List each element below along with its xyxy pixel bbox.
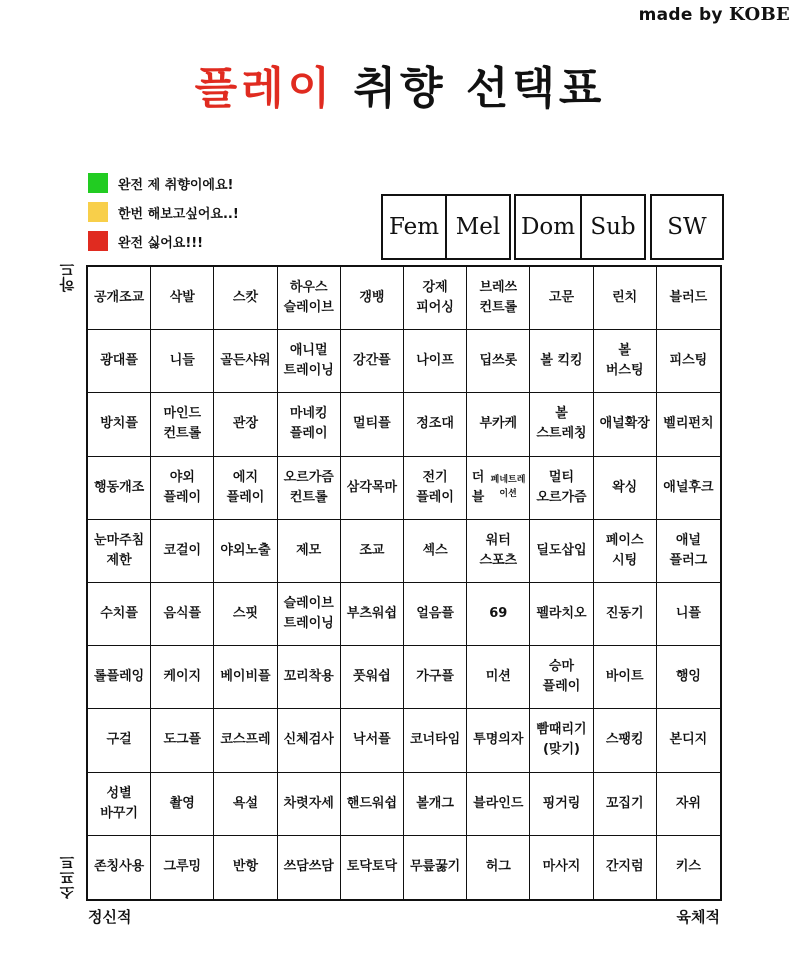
grid-cell[interactable]: 볼 스트레칭 — [530, 393, 593, 456]
grid-cell[interactable]: 관장 — [214, 393, 277, 456]
grid-cell[interactable]: 골든샤워 — [214, 330, 277, 393]
grid-cell[interactable]: 딜도삽입 — [530, 520, 593, 583]
grid-cell[interactable]: 워터 스포츠 — [467, 520, 530, 583]
grid-cell[interactable]: 공개조교 — [88, 267, 151, 330]
grid-cell[interactable]: 야외 플레이 — [151, 457, 214, 520]
grid-cell[interactable]: 눈마주침 제한 — [88, 520, 151, 583]
grid-cell[interactable]: 코스프레 — [214, 709, 277, 772]
legend — [88, 172, 239, 259]
role-box-sw — [650, 194, 724, 260]
grid-cell[interactable]: 투명의자 — [467, 709, 530, 772]
role-option-mel[interactable]: Mel — [445, 196, 509, 258]
legend-swatch-yellow — [88, 202, 108, 222]
axis-label-soft: 소프트 — [58, 855, 77, 900]
credit-text — [639, 4, 790, 25]
grid-cell[interactable]: 멀티플 — [341, 393, 404, 456]
grid-cell[interactable]: 조교 — [341, 520, 404, 583]
grid-cell[interactable]: 갱뱅 — [341, 267, 404, 330]
grid-cell[interactable]: 야외노출 — [214, 520, 277, 583]
grid-cell[interactable]: 펠라치오 — [530, 583, 593, 646]
grid-cell[interactable]: 딥쓰롯 — [467, 330, 530, 393]
grid-cell[interactable]: 존칭사용 — [88, 836, 151, 899]
grid-cell[interactable]: 허그 — [467, 836, 530, 899]
role-option-dom[interactable]: Dom — [520, 214, 576, 240]
credit-author: KOBE — [729, 4, 790, 25]
grid-cell[interactable]: 케이지 — [151, 646, 214, 709]
axis-label-mental: 정신적 — [88, 908, 132, 926]
legend-label: 완전 제 취향이에요! — [118, 177, 234, 193]
grid-cell[interactable]: 부츠워쉽 — [341, 583, 404, 646]
grid-cell[interactable]: 그루밍 — [151, 836, 214, 899]
grid-cell[interactable]: 섹스 — [404, 520, 467, 583]
grid-cell[interactable]: 반항 — [214, 836, 277, 899]
grid-cell[interactable]: 핸드워쉽 — [341, 773, 404, 836]
axis-label-physical: 육체적 — [676, 908, 720, 926]
grid-cell[interactable]: 간지럼 — [594, 836, 657, 899]
grid-cell[interactable]: 애널후크 — [657, 457, 720, 520]
grid-cell[interactable]: 피스팅 — [657, 330, 720, 393]
grid-cell[interactable]: 오르가즘 컨트롤 — [278, 457, 341, 520]
grid-cell[interactable]: 음식플 — [151, 583, 214, 646]
grid-cell[interactable]: 볼개그 — [404, 773, 467, 836]
grid-cell[interactable]: 행동개조 — [88, 457, 151, 520]
grid-cell[interactable]: 벨리펀치 — [657, 393, 720, 456]
play-grid — [86, 265, 722, 901]
grid-cell[interactable]: 제모 — [278, 520, 341, 583]
grid-cell[interactable]: 멀티 오르가즘 — [530, 457, 593, 520]
grid-cell[interactable]: 나이프 — [404, 330, 467, 393]
axis-label-hard: 하드 — [58, 262, 77, 292]
grid-cell[interactable]: 코너타임 — [404, 709, 467, 772]
grid-cell[interactable]: 애니멀 트레이닝 — [278, 330, 341, 393]
legend-item-dislike — [88, 230, 239, 252]
grid-cell[interactable]: 풋워쉽 — [341, 646, 404, 709]
grid-cell[interactable]: 하우스 슬레이브 — [278, 267, 341, 330]
legend-label: 완전 싫어요!!! — [118, 235, 204, 251]
grid-cell[interactable]: 볼 킥킹 — [530, 330, 593, 393]
role-option-fem[interactable]: Fem — [388, 214, 440, 240]
grid-cell[interactable]: 가구플 — [404, 646, 467, 709]
grid-cell[interactable]: 왁싱 — [594, 457, 657, 520]
grid-cell[interactable]: 광대플 — [88, 330, 151, 393]
grid-cell[interactable]: 핑거링 — [530, 773, 593, 836]
grid-cell[interactable]: 빰때리기 (맞기) — [530, 709, 593, 772]
grid-cell[interactable]: 승마 플레이 — [530, 646, 593, 709]
grid-cell[interactable]: 정조대 — [404, 393, 467, 456]
grid-cell[interactable]: 부카케 — [467, 393, 530, 456]
grid-cell[interactable]: 코걸이 — [151, 520, 214, 583]
grid-cell[interactable]: 도그플 — [151, 709, 214, 772]
grid-cell[interactable]: 키스 — [675, 859, 701, 875]
grid-cell[interactable]: 롤플레잉 — [88, 646, 151, 709]
grid-cell[interactable]: 베이비플 — [214, 646, 277, 709]
grid-cell[interactable]: 마사지 — [530, 836, 593, 899]
grid-cell[interactable]: 본디지 — [657, 709, 720, 772]
grid-cell[interactable]: 꼬집기 — [594, 773, 657, 836]
grid-cell[interactable]: 스팽킹 — [594, 709, 657, 772]
grid-cell[interactable]: 자위 — [657, 773, 720, 836]
grid-cell[interactable]: 브레쓰 컨트롤 — [467, 267, 530, 330]
grid-cell[interactable]: 방치플 — [88, 393, 151, 456]
grid-cell[interactable]: 얼음플 — [404, 583, 467, 646]
legend-swatch-green — [88, 173, 108, 193]
legend-item-want-to-try — [88, 201, 239, 223]
grid-cell[interactable]: 니플 — [657, 583, 720, 646]
grid-cell[interactable]: 무릎꿇기 — [404, 836, 467, 899]
grid-cell[interactable]: 애널 플러그 — [657, 520, 720, 583]
grid-cell[interactable]: 블러드 — [657, 267, 720, 330]
grid-cell[interactable]: 고문 — [530, 267, 593, 330]
grid-cell[interactable]: 차렷자세 — [278, 773, 341, 836]
grid-cell[interactable]: 강제 피어싱 — [404, 267, 467, 330]
grid-cell[interactable]: 미션 — [467, 646, 530, 709]
page-title — [0, 52, 800, 116]
title-black-part: 취향 선택표 — [353, 63, 606, 114]
grid-cell[interactable]: 마네킹 플레이 — [278, 393, 341, 456]
grid-cell[interactable]: 블라인드 — [467, 773, 530, 836]
role-option-sw[interactable]: SW — [667, 214, 707, 240]
grid-cell[interactable]: 슬레이브 트레이닝 — [278, 583, 341, 646]
grid-cell[interactable]: 더블 페네트레이션 — [467, 457, 530, 520]
grid-cell[interactable]: 강간플 — [341, 330, 404, 393]
grid-cell[interactable]: 진동기 — [594, 583, 657, 646]
grid-cell[interactable]: 삭발 — [151, 267, 214, 330]
grid-cell[interactable]: 낙서플 — [341, 709, 404, 772]
grid-cell[interactable]: 수치플 — [88, 583, 151, 646]
grid-cell[interactable]: 토닥토닥 — [341, 836, 404, 899]
grid-cell[interactable]: 마인드 컨트롤 — [151, 393, 214, 456]
grid-cell[interactable]: 꼬리착용 — [278, 646, 341, 709]
legend-swatch-red — [88, 231, 108, 251]
title-red-part: 플레이 — [194, 63, 335, 114]
grid-cell[interactable]: 69 — [467, 583, 530, 646]
grid-cell[interactable]: 촬영 — [151, 773, 214, 836]
grid-cell[interactable]: 삼각목마 — [341, 457, 404, 520]
legend-item-favorite — [88, 172, 239, 194]
grid-cell[interactable]: 전기 플레이 — [404, 457, 467, 520]
credit-prefix: made by — [638, 5, 730, 25]
grid-cell[interactable]: 페이스 시팅 — [594, 520, 657, 583]
role-box-dom-sub — [514, 194, 646, 260]
grid-cell[interactable]: 니들 — [151, 330, 214, 393]
grid-cell[interactable]: 행잉 — [657, 646, 720, 709]
grid-cell[interactable]: 쓰담쓰담 — [278, 836, 341, 899]
grid-cell[interactable]: 린치 — [594, 267, 657, 330]
grid-cell[interactable]: 성별 바꾸기 — [88, 773, 151, 836]
grid-cell[interactable]: 스핏 — [214, 583, 277, 646]
grid-cell[interactable]: 스캇 — [214, 267, 277, 330]
grid-cell[interactable]: 욕설 — [214, 773, 277, 836]
grid-cell[interactable]: 바이트 — [594, 646, 657, 709]
grid-cell[interactable]: 구걸 — [88, 709, 151, 772]
grid-cell[interactable]: 신체검사 — [278, 709, 341, 772]
grid-cell[interactable]: 애널확장 — [594, 393, 657, 456]
grid-cell[interactable]: 에지 플레이 — [214, 457, 277, 520]
role-option-sub[interactable]: Sub — [580, 196, 644, 258]
grid-cell[interactable]: 볼 버스팅 — [594, 330, 657, 393]
legend-label: 한번 해보고싶어요..! — [118, 206, 239, 222]
role-box-fem-mel — [381, 194, 511, 260]
cell-subtext: 페네트레이션 — [490, 474, 526, 499]
